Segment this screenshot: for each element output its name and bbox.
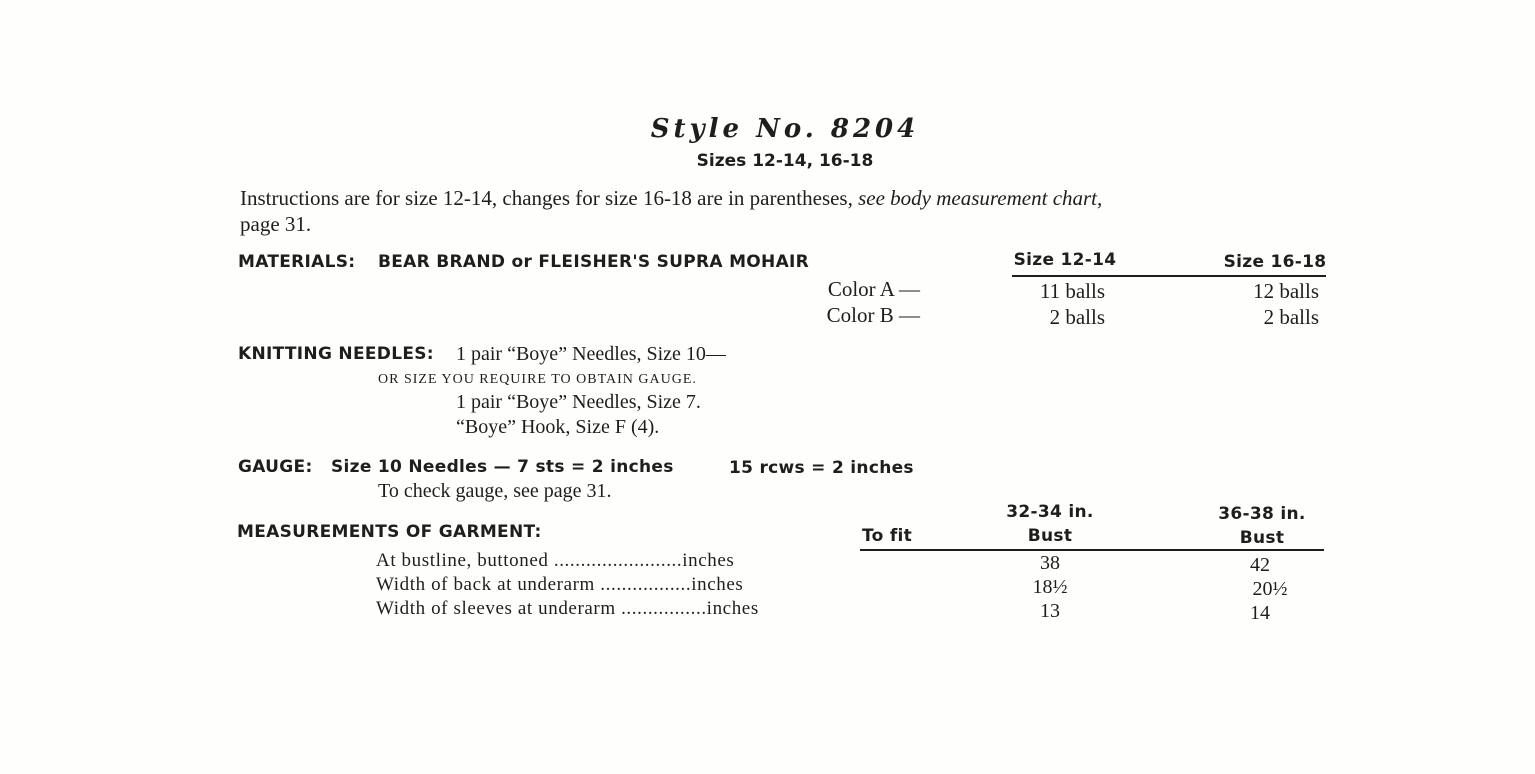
color-b-label: Color B — bbox=[826, 303, 920, 327]
to-fit-header: To fit bbox=[862, 526, 913, 546]
color-b-size1: 2 balls bbox=[1049, 305, 1105, 329]
measure-row-2-v2: 20½ bbox=[1252, 578, 1288, 600]
measure-row-1-v2: 42 bbox=[1250, 554, 1270, 576]
needles-line1: 1 pair “Boye” Needles, Size 10— bbox=[456, 343, 726, 365]
needles-line2: OR SIZE YOU REQUIRE TO OBTAIN GAUGE. bbox=[378, 372, 697, 387]
measure-row-2-v1: 18½ bbox=[1032, 576, 1068, 598]
measure-row-1-v1: 38 bbox=[1040, 552, 1060, 574]
style-title: Style No. 8204 bbox=[650, 114, 920, 144]
measurements-label: MEASUREMENTS OF GARMENT: bbox=[237, 522, 542, 542]
intro-text: Instructions are for size 12-14, changes for size 16-18 are in parentheses, bbox=[240, 186, 853, 210]
materials-header-rule bbox=[1012, 275, 1326, 277]
sizes-subtitle: Sizes 12-14, 16-18 bbox=[696, 151, 874, 171]
needles-line3: 1 pair “Boye” Needles, Size 7. bbox=[456, 391, 701, 413]
color-a-label: Color A — bbox=[827, 277, 920, 301]
gauge-rows: 15 rcws = 2 inches bbox=[729, 458, 914, 478]
measure-row-3-v1: 13 bbox=[1040, 600, 1060, 622]
intro-paragraph bbox=[240, 185, 1102, 237]
bust-col1-top: 32-34 in. bbox=[1006, 502, 1094, 522]
measure-row-3-label: Width of sleeves at underarm ................inches bbox=[376, 598, 759, 619]
materials-label: MATERIALS: bbox=[238, 252, 356, 272]
measure-row-3-v2: 14 bbox=[1250, 602, 1270, 624]
measurements-header-rule bbox=[860, 549, 1324, 551]
gauge-stitches: Size 10 Needles — 7 sts = 2 inches bbox=[331, 457, 674, 477]
intro-italic: see body measurement chart, bbox=[858, 186, 1103, 210]
gauge-check: To check gauge, see page 31. bbox=[378, 480, 612, 502]
materials-col1-header: Size 12-14 bbox=[1013, 250, 1117, 270]
gauge-label: GAUGE: bbox=[238, 457, 313, 477]
bust-col1-bottom: Bust bbox=[1027, 526, 1073, 546]
color-a-size2: 12 balls bbox=[1253, 279, 1319, 303]
needles-label: KNITTING NEEDLES: bbox=[238, 344, 434, 364]
intro-line2: page 31. bbox=[240, 212, 312, 236]
color-b-size2: 2 balls bbox=[1263, 305, 1319, 329]
color-a-size1: 11 balls bbox=[1039, 279, 1105, 303]
materials-yarn: BEAR BRAND or FLEISHER'S SUPRA MOHAIR bbox=[378, 252, 810, 272]
bust-col2-bottom: Bust bbox=[1239, 528, 1285, 548]
measure-row-2-label: Width of back at underarm .................inches bbox=[376, 574, 744, 595]
bust-col2-top: 36-38 in. bbox=[1218, 504, 1306, 524]
materials-col2-header: Size 16-18 bbox=[1223, 252, 1327, 272]
needles-line4: “Boye” Hook, Size F (4). bbox=[456, 416, 660, 438]
measure-row-1-label: At bustline, buttoned ........................inches bbox=[376, 550, 735, 571]
